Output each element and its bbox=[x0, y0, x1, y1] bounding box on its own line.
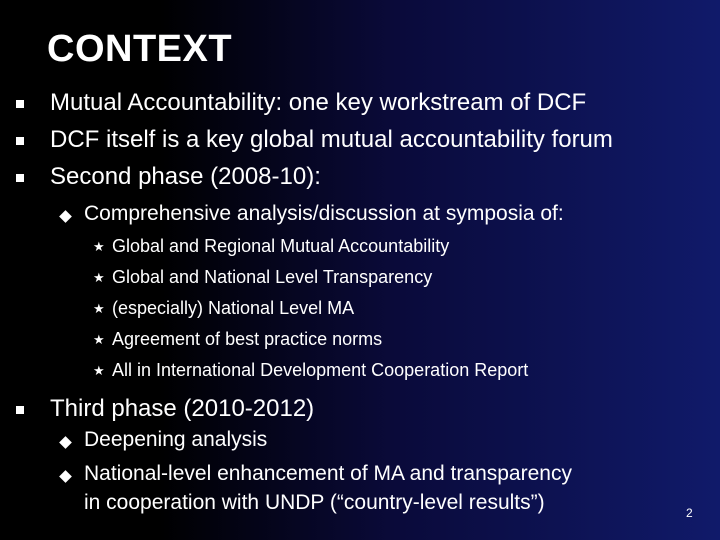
square-bullet-icon bbox=[16, 406, 24, 414]
diamond-bullet-icon bbox=[59, 470, 72, 483]
star-bullet-icon: ★ bbox=[93, 301, 105, 316]
item-global-national-transparency: Global and National Level Transparency bbox=[112, 267, 433, 287]
item-best-practice-norms: Agreement of best practice norms bbox=[112, 329, 383, 349]
sub-bullet-national-enhancement: National-level enhancement of MA and transparency bbox=[84, 462, 572, 485]
sub-bullet-deepening-analysis: Deepening analysis bbox=[84, 428, 268, 451]
bullet-mutual-accountability: Mutual Accountability: one key workstream of DCF bbox=[50, 89, 587, 116]
star-bullet-icon: ★ bbox=[93, 363, 105, 378]
slide-title: CONTEXT bbox=[47, 28, 233, 70]
bullet-dcf-forum: DCF itself is a key global mutual accountability forum bbox=[50, 126, 613, 153]
star-bullet-icon: ★ bbox=[93, 239, 105, 254]
bullet-third-phase: Third phase (2010-2012) bbox=[50, 395, 315, 422]
page-number: 2 bbox=[686, 506, 693, 520]
sub-bullet-comprehensive-analysis: Comprehensive analysis/discussion at symposia of: bbox=[84, 202, 564, 225]
square-bullet-icon bbox=[16, 137, 24, 145]
bullet-second-phase: Second phase (2008-10): bbox=[50, 163, 321, 190]
sub-bullet-national-enhancement-cont: in cooperation with UNDP (“country-level results”) bbox=[84, 491, 545, 514]
star-bullet-icon: ★ bbox=[93, 270, 105, 285]
item-idcr: All in International Development Cooperation Report bbox=[112, 360, 529, 380]
square-bullet-icon bbox=[16, 100, 24, 108]
item-national-level-ma: (especially) National Level MA bbox=[112, 298, 355, 318]
star-bullet-icon: ★ bbox=[93, 332, 105, 347]
square-bullet-icon bbox=[16, 174, 24, 182]
diamond-bullet-icon bbox=[59, 436, 72, 449]
diamond-bullet-icon bbox=[59, 210, 72, 223]
item-global-regional-ma: Global and Regional Mutual Accountability bbox=[112, 236, 450, 256]
